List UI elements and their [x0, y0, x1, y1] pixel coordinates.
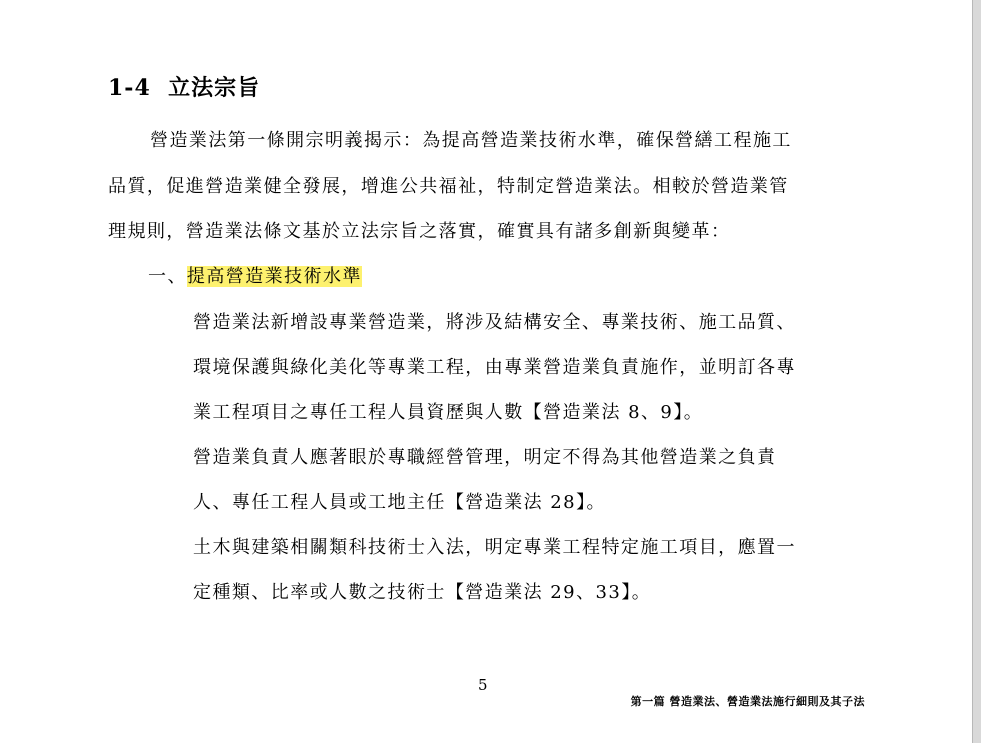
section-title: 立法宗旨 [168, 75, 261, 101]
page-number: 5 [478, 676, 488, 694]
body-line: 營造業負責人應著眼於專職經營管理，明定不得為其他營造業之負責 [193, 447, 777, 468]
list-item-heading [148, 264, 362, 290]
highlighted-item-title: 提高營造業技術水準 [186, 266, 362, 287]
list-item-prefix: 一、 [148, 266, 187, 287]
body-line: 環境保護與綠化美化等專業工程，由專業營造業負責施作，並明訂各專 [193, 357, 796, 378]
page-footer: 第一篇 營造業法、營造業法施行細則及其子法 [630, 695, 865, 708]
intro-line: 品質，促進營造業健全發展，增進公共福祉，特制定營造業法。相較於營造業管 [108, 176, 789, 197]
intro-line: 理規則，營造業法條文基於立法宗旨之落實，確實具有諸多創新與變革： [108, 221, 731, 242]
page-edge-scrollbar[interactable] [972, 0, 981, 743]
section-number: 1-4 [108, 75, 151, 101]
body-line: 業工程項目之專任工程人員資歷與人數【營造業法 8、9】。 [193, 402, 704, 423]
body-line: 營造業法新增設專業營造業，將涉及結構安全、專業技術、施工品質、 [193, 312, 796, 333]
intro-line: 營造業法第一條開宗明義揭示：為提高營造業技術水準，確保營繕工程施工 [150, 130, 792, 151]
section-heading [108, 72, 260, 104]
body-line: 定種類、比率或人數之技術士【營造業法 29、33】。 [193, 582, 652, 603]
body-line: 人、專任工程人員或工地主任【營造業法 28】。 [193, 492, 606, 513]
body-line: 土木與建築相關類科技術士入法，明定專業工程特定施工項目，應置一 [193, 537, 796, 558]
